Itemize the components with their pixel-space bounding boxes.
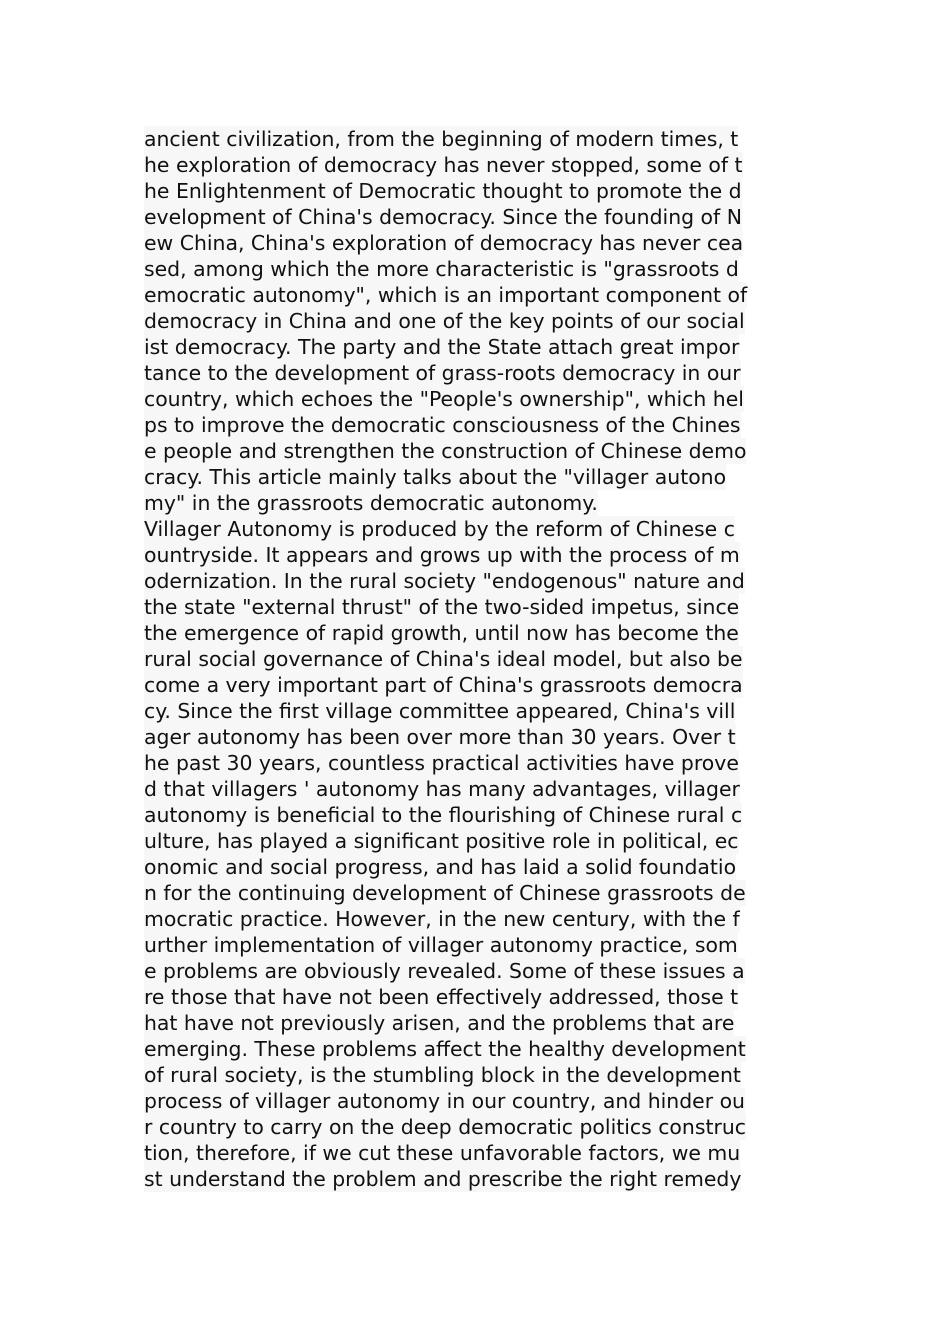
text-line: n for the continuing development of Chinese grassroots de [144,881,746,905]
text-line: rural social governance of China's ideal model, but also be [144,647,743,671]
text-line: emerging. These problems affect the healthy development [144,1037,746,1061]
text-line: cracy. This article mainly talks about the "villager autono [144,465,727,489]
text-line: democracy in China and one of the key points of our social [144,309,745,333]
text-line: ountryside. It appears and grows up with the process of m [144,543,740,567]
text-line: sed, among which the more characteristic is "grassroots d [144,257,739,281]
text-line: odernization. In the rural society "endogenous" nature and [144,569,745,593]
text-line: process of villager autonomy in our country, and hinder ou [144,1089,745,1113]
text-line: e problems are obviously revealed. Some of these issues a [144,959,745,983]
text-line: Villager Autonomy is produced by the reform of Chinese c [144,517,735,541]
text-line: re those that have not been effectively addressed, those t [144,985,739,1009]
text-line: st understand the problem and prescribe the right remedy [144,1167,742,1191]
text-line: mocratic practice. However, in the new century, with the f [144,907,740,931]
body-text [144,126,814,1192]
text-line: onomic and social progress, and has laid a solid foundatio [144,855,737,879]
text-line: he Enlightenment of Democratic thought to promote the d [144,179,742,203]
text-line: cy. Since the first village committee appeared, China's vill [144,699,736,723]
text-line: ist democracy. The party and the State attach great impor [144,335,740,359]
text-line: e people and strengthen the construction of Chinese demo [144,439,747,463]
text-line: autonomy is beneficial to the flourishing of Chinese rural c [144,803,743,827]
text-line: of rural society, is the stumbling block in the development [144,1063,741,1087]
text-line: he past 30 years, countless practical activities have prove [144,751,739,775]
text-line: evelopment of China's democracy. Since the founding of N [144,205,742,229]
text-line: r country to carry on the deep democratic politics construc [144,1115,746,1139]
text-line: ager autonomy has been over more than 30 years. Over t [144,725,736,749]
text-line: tance to the development of grass-roots democracy in our [144,361,741,385]
text-line: ps to improve the democratic consciousness of the Chines [144,413,741,437]
text-line: emocratic autonomy", which is an important component of [144,283,748,307]
text-line: ew China, China's exploration of democracy has never cea [144,231,744,255]
text-line: tion, therefore, if we cut these unfavorable factors, we mu [144,1141,741,1165]
text-line: the state "external thrust" of the two-sided impetus, since [144,595,740,619]
text-line: the emergence of rapid growth, until now has become the [144,621,739,645]
text-line: urther implementation of villager autonomy practice, som [144,933,738,957]
text-line: hat have not previously arisen, and the problems that are [144,1011,735,1035]
text-line: ancient civilization, from the beginning of modern times, t [144,127,739,151]
text-line: he exploration of democracy has never stopped, some of t [144,153,743,177]
text-line: ulture, has played a significant positive role in political, ec [144,829,739,853]
text-line: my" in the grassroots democratic autonomy. [144,491,598,515]
text-line: country, which echoes the "People's ownership", which hel [144,387,744,411]
text-line: come a very important part of China's grassroots democra [144,673,743,697]
text-line: d that villagers ' autonomy has many advantages, villager [144,777,740,801]
